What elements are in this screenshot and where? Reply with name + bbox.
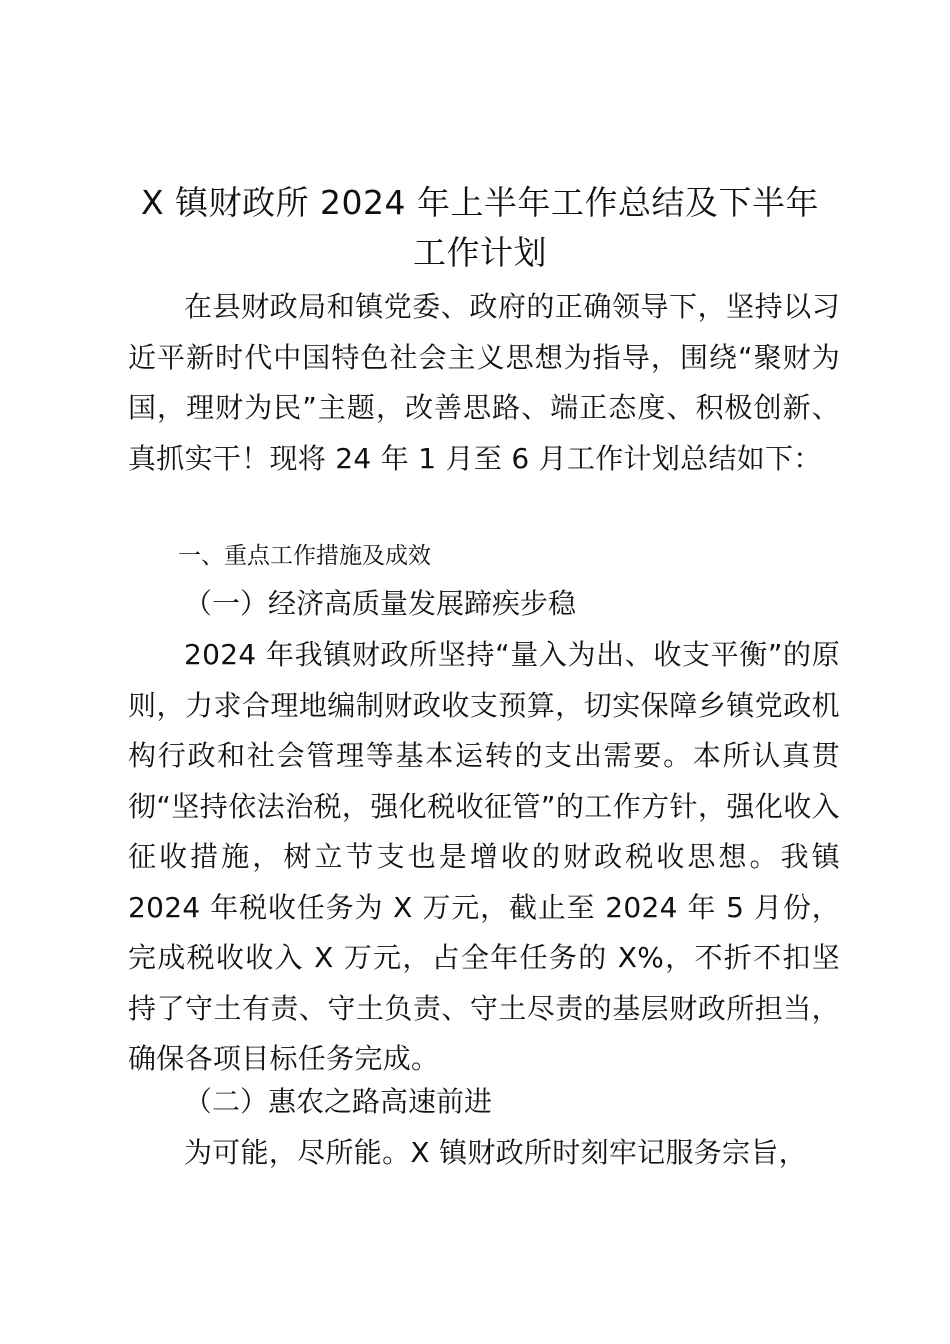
intro-paragraph: 在县财政局和镇党委、政府的正确领导下，坚持以习近平新时代中国特色社会主义思想为指导，围绕“聚财为国，理财为民”主题，改善思路、端正态度、积极创新、真抓实干！现将 24 年 1 月至 6 月工作计划总结如下：	[128, 290, 840, 475]
subsection-2-paragraph: 为可能，尽所能。X 镇财政所时刻牢记服务宗旨，	[184, 1136, 807, 1169]
subsection-1-paragraph: 2024 年我镇财政所坚持“量入为出、收支平衡”的原则，力求合理地编制财政收支预算，切实保障乡镇党政机构行政和社会管理等基本运转的支出需要。本所认真贯彻“坚持依法治税，强化税收征管”的工作方针，强化收入征收措施，树立节支也是增收的财政税收思想。我镇 2024 年税收任务为 X 万元，截止至 2024 年 5 月份，完成税收收入 X 万元，占全年任务的 X%，不折不扣坚持了守土有责、守土负责、守土尽责的基层财政所担当，确保各项目标任务完成。	[128, 638, 840, 1075]
subsection-2-heading: （二）惠农之路高速前进	[184, 1085, 493, 1118]
title-line-1: X 镇财政所 2024 年上半年工作总结及下半年	[140, 183, 820, 222]
section-1-heading: 一、重点工作措施及成效	[178, 543, 431, 569]
title-line-2: 工作计划	[413, 233, 547, 272]
subsection-1-heading: （一）经济高质量发展蹄疾步稳	[184, 587, 577, 620]
document-title	[110, 178, 850, 278]
